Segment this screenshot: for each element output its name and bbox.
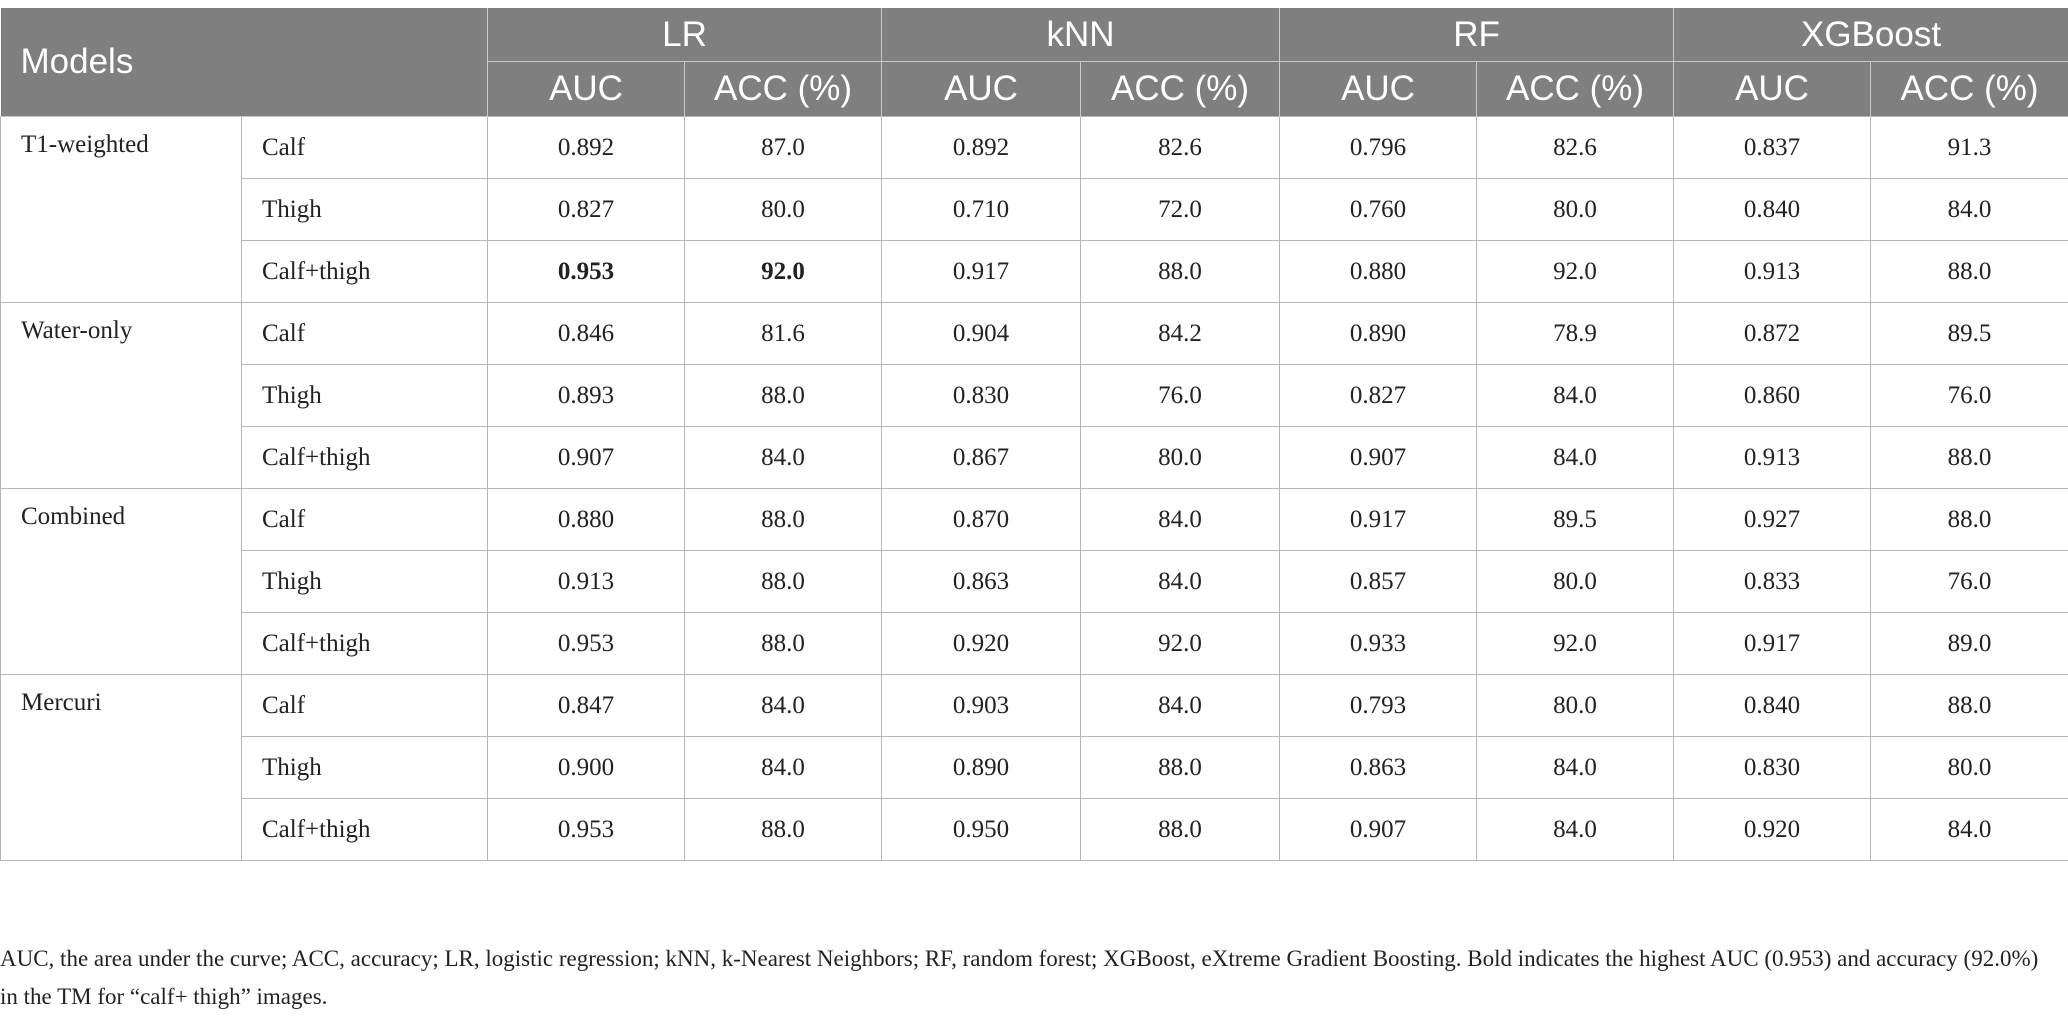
auc-cell: 0.950 bbox=[882, 799, 1081, 861]
auc-cell: 0.913 bbox=[488, 551, 685, 613]
region-label: Thigh bbox=[242, 365, 488, 427]
auc-cell: 0.837 bbox=[1674, 117, 1871, 179]
auc-cell: 0.907 bbox=[1280, 427, 1477, 489]
auc-cell: 0.827 bbox=[488, 179, 685, 241]
table-row bbox=[1, 303, 2068, 365]
acc-cell: 81.6 bbox=[685, 303, 882, 365]
auc-cell: 0.917 bbox=[882, 241, 1081, 303]
region-label: Calf bbox=[242, 117, 488, 179]
acc-cell: 89.5 bbox=[1477, 489, 1674, 551]
auc-cell: 0.710 bbox=[882, 179, 1081, 241]
acc-cell: 76.0 bbox=[1871, 365, 2068, 427]
auc-cell: 0.893 bbox=[488, 365, 685, 427]
table-row bbox=[1, 613, 2068, 675]
acc-cell: 88.0 bbox=[685, 799, 882, 861]
models-header: Models bbox=[1, 8, 488, 117]
acc-cell: 87.0 bbox=[685, 117, 882, 179]
auc-cell: 0.890 bbox=[882, 737, 1081, 799]
model-group-label: Mercuri bbox=[1, 675, 242, 861]
region-label: Thigh bbox=[242, 737, 488, 799]
auc-cell: 0.880 bbox=[488, 489, 685, 551]
table-row bbox=[1, 179, 2068, 241]
acc-cell: 78.9 bbox=[1477, 303, 1674, 365]
table-footnote: AUC, the area under the curve; ACC, accuracy; LR, logistic regression; kNN, k-Nearest Neighbors; RF, random forest; XGBoost, eXtreme Gradient Boosting. Bold indicates the highest AUC (0.953) and accuracy (92.0%) in the TM for “calf+ thigh” images. bbox=[0, 946, 2039, 1009]
auc-cell: 0.907 bbox=[488, 427, 685, 489]
acc-cell: 89.0 bbox=[1871, 613, 2068, 675]
auc-cell: 0.793 bbox=[1280, 675, 1477, 737]
group-header-knn: kNN bbox=[882, 8, 1280, 62]
acc-cell: 88.0 bbox=[685, 365, 882, 427]
auc-cell: 0.920 bbox=[1674, 799, 1871, 861]
auc-cell: 0.796 bbox=[1280, 117, 1477, 179]
auc-cell: 0.880 bbox=[1280, 241, 1477, 303]
auc-cell: 0.870 bbox=[882, 489, 1081, 551]
acc-cell: 88.0 bbox=[1081, 799, 1280, 861]
acc-cell: 84.0 bbox=[1081, 489, 1280, 551]
table-row bbox=[1, 241, 2068, 303]
auc-cell: 0.953 bbox=[488, 241, 685, 303]
acc-cell: 84.0 bbox=[1871, 179, 2068, 241]
acc-cell: 88.0 bbox=[685, 551, 882, 613]
auc-cell: 0.903 bbox=[882, 675, 1081, 737]
acc-cell: 84.0 bbox=[1081, 675, 1280, 737]
acc-cell: 84.0 bbox=[1871, 799, 2068, 861]
model-group-label: T1-weighted bbox=[1, 117, 242, 303]
metric-header-acc: ACC (%) bbox=[685, 62, 882, 117]
auc-cell: 0.890 bbox=[1280, 303, 1477, 365]
table-row bbox=[1, 675, 2068, 737]
acc-cell: 84.0 bbox=[1477, 737, 1674, 799]
region-label: Thigh bbox=[242, 551, 488, 613]
auc-cell: 0.867 bbox=[882, 427, 1081, 489]
metric-header-acc: ACC (%) bbox=[1477, 62, 1674, 117]
acc-cell: 76.0 bbox=[1871, 551, 2068, 613]
auc-cell: 0.833 bbox=[1674, 551, 1871, 613]
acc-cell: 92.0 bbox=[1477, 613, 1674, 675]
auc-cell: 0.860 bbox=[1674, 365, 1871, 427]
table-row bbox=[1, 737, 2068, 799]
auc-cell: 0.863 bbox=[1280, 737, 1477, 799]
acc-cell: 91.3 bbox=[1871, 117, 2068, 179]
region-label: Calf bbox=[242, 489, 488, 551]
auc-cell: 0.953 bbox=[488, 613, 685, 675]
group-header-xgboost: XGBoost bbox=[1674, 8, 2068, 62]
auc-cell: 0.953 bbox=[488, 799, 685, 861]
auc-cell: 0.920 bbox=[882, 613, 1081, 675]
acc-cell: 84.0 bbox=[685, 737, 882, 799]
model-group-label: Combined bbox=[1, 489, 242, 675]
group-header-lr: LR bbox=[488, 8, 882, 62]
acc-cell: 82.6 bbox=[1477, 117, 1674, 179]
region-label: Thigh bbox=[242, 179, 488, 241]
table-row bbox=[1, 551, 2068, 613]
auc-cell: 0.907 bbox=[1280, 799, 1477, 861]
acc-cell: 88.0 bbox=[1081, 241, 1280, 303]
acc-cell: 89.5 bbox=[1871, 303, 2068, 365]
region-label: Calf+thigh bbox=[242, 241, 488, 303]
acc-cell: 84.0 bbox=[685, 427, 882, 489]
metric-header-acc: ACC (%) bbox=[1871, 62, 2068, 117]
metric-header-auc: AUC bbox=[1280, 62, 1477, 117]
acc-cell: 80.0 bbox=[1477, 675, 1674, 737]
table-row bbox=[1, 427, 2068, 489]
metric-header-auc: AUC bbox=[1674, 62, 1871, 117]
auc-cell: 0.913 bbox=[1674, 427, 1871, 489]
region-label: Calf+thigh bbox=[242, 799, 488, 861]
auc-cell: 0.857 bbox=[1280, 551, 1477, 613]
acc-cell: 84.0 bbox=[1477, 799, 1674, 861]
auc-cell: 0.863 bbox=[882, 551, 1081, 613]
auc-cell: 0.917 bbox=[1674, 613, 1871, 675]
acc-cell: 82.6 bbox=[1081, 117, 1280, 179]
acc-cell: 84.2 bbox=[1081, 303, 1280, 365]
table-row bbox=[1, 365, 2068, 427]
auc-cell: 0.827 bbox=[1280, 365, 1477, 427]
auc-cell: 0.760 bbox=[1280, 179, 1477, 241]
acc-cell: 88.0 bbox=[1871, 489, 2068, 551]
auc-cell: 0.830 bbox=[882, 365, 1081, 427]
acc-cell: 84.0 bbox=[1081, 551, 1280, 613]
acc-cell: 80.0 bbox=[1871, 737, 2068, 799]
acc-cell: 88.0 bbox=[1871, 241, 2068, 303]
acc-cell: 88.0 bbox=[1081, 737, 1280, 799]
model-group-label: Water-only bbox=[1, 303, 242, 489]
auc-cell: 0.892 bbox=[488, 117, 685, 179]
acc-cell: 88.0 bbox=[685, 613, 882, 675]
acc-cell: 88.0 bbox=[1871, 427, 2068, 489]
auc-cell: 0.913 bbox=[1674, 241, 1871, 303]
acc-cell: 88.0 bbox=[685, 489, 882, 551]
auc-cell: 0.917 bbox=[1280, 489, 1477, 551]
group-header-rf: RF bbox=[1280, 8, 1674, 62]
region-label: Calf bbox=[242, 675, 488, 737]
acc-cell: 80.0 bbox=[1477, 179, 1674, 241]
region-label: Calf bbox=[242, 303, 488, 365]
results-table bbox=[0, 8, 2068, 861]
acc-cell: 84.0 bbox=[1477, 365, 1674, 427]
auc-cell: 0.846 bbox=[488, 303, 685, 365]
auc-cell: 0.840 bbox=[1674, 675, 1871, 737]
metric-header-auc: AUC bbox=[488, 62, 685, 117]
acc-cell: 80.0 bbox=[685, 179, 882, 241]
acc-cell: 72.0 bbox=[1081, 179, 1280, 241]
acc-cell: 88.0 bbox=[1871, 675, 2068, 737]
table-body bbox=[1, 117, 2068, 861]
metric-header-acc: ACC (%) bbox=[1081, 62, 1280, 117]
table-row bbox=[1, 799, 2068, 861]
region-label: Calf+thigh bbox=[242, 613, 488, 675]
auc-cell: 0.900 bbox=[488, 737, 685, 799]
acc-cell: 80.0 bbox=[1081, 427, 1280, 489]
auc-cell: 0.872 bbox=[1674, 303, 1871, 365]
auc-cell: 0.933 bbox=[1280, 613, 1477, 675]
acc-cell: 92.0 bbox=[1081, 613, 1280, 675]
acc-cell: 84.0 bbox=[1477, 427, 1674, 489]
acc-cell: 92.0 bbox=[685, 241, 882, 303]
auc-cell: 0.840 bbox=[1674, 179, 1871, 241]
table-row bbox=[1, 489, 2068, 551]
region-label: Calf+thigh bbox=[242, 427, 488, 489]
acc-cell: 92.0 bbox=[1477, 241, 1674, 303]
auc-cell: 0.892 bbox=[882, 117, 1081, 179]
metric-header-auc: AUC bbox=[882, 62, 1081, 117]
acc-cell: 76.0 bbox=[1081, 365, 1280, 427]
acc-cell: 84.0 bbox=[685, 675, 882, 737]
auc-cell: 0.904 bbox=[882, 303, 1081, 365]
auc-cell: 0.847 bbox=[488, 675, 685, 737]
acc-cell: 80.0 bbox=[1477, 551, 1674, 613]
auc-cell: 0.927 bbox=[1674, 489, 1871, 551]
table-row bbox=[1, 117, 2068, 179]
auc-cell: 0.830 bbox=[1674, 737, 1871, 799]
